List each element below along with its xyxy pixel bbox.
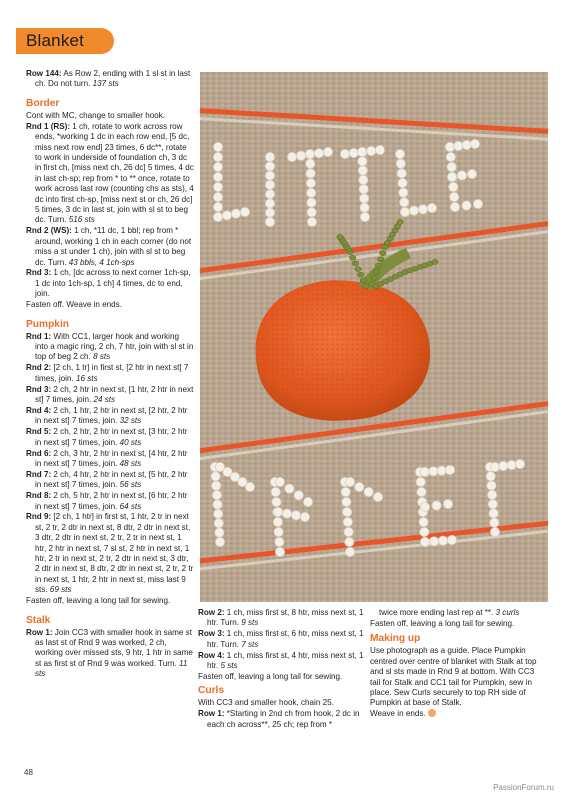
bobble: [375, 145, 384, 154]
end-of-pattern-icon: [428, 709, 436, 717]
pumpkin-round: Rnd 1: With CC1, larger hook and working into a magic ring, 2 ch, 7 htr, join with sl st in top of beg 2 ch. 8 sts: [26, 331, 194, 362]
bobble: [245, 482, 254, 491]
curl-loop: [380, 251, 386, 256]
bobble: [457, 171, 466, 180]
border-intro: Cont with MC, change to smaller hook.: [26, 110, 166, 120]
pumpkin-heading: Pumpkin: [26, 318, 70, 330]
bobble: [358, 157, 367, 166]
pumpkin-round: Rnd 6: 2 ch, 3 htr, 2 htr in next st, [4 htr, 2 htr in next st] 7 times, join. 48 sts: [26, 448, 188, 468]
pumpkin-round: Rnd 2: [2 ch, 1 tr] in first st, [2 htr in next st] 7 times, join. 16 sts: [26, 363, 189, 383]
border-rnd-3: Rnd 3: 1 ch, [dc across to next corner 1ch-sp, 1 dc into 1ch-sp, 1 ch] 4 times, dc to end, join.: [26, 268, 191, 299]
stalk-row: Row 4: 1 ch, miss first st, 4 htr, miss next st, 1 htr. 5 sts: [198, 650, 364, 671]
bobble: [349, 148, 358, 157]
row-144: Row 144: As Row 2, ending with 1 sl st in last ch. Do not turn. 137 sts: [26, 69, 191, 89]
bobble: [300, 512, 309, 521]
bobble: [303, 497, 312, 506]
bobble: [360, 212, 369, 221]
bobble: [212, 481, 221, 490]
bobble: [213, 162, 222, 171]
bobble: [213, 212, 222, 221]
bobble: [419, 517, 428, 526]
bobble: [449, 182, 458, 191]
stalk-rows: [198, 608, 366, 671]
curls-continuation: twice more ending last rep at **. 3 curls: [379, 608, 520, 617]
bobble: [213, 142, 222, 151]
curl-loop: [337, 235, 343, 240]
bobble: [488, 490, 497, 499]
bobble: [398, 178, 407, 187]
bobble: [443, 499, 452, 508]
curl-loop: [352, 261, 358, 266]
pumpkin-round: Rnd 8: 2 ch, 5 htr, 2 htr in next st, [6 htr, 2 htr in next st] 7 times, join. 64 sts: [26, 491, 188, 511]
bobble: [360, 194, 369, 203]
stalk-fasten-off: Fasten off, leaving a long tail for sewing.: [198, 671, 343, 681]
bobble: [222, 211, 231, 220]
bobble: [499, 461, 508, 470]
bobble: [265, 208, 274, 217]
bobble: [265, 152, 274, 161]
bobble: [450, 192, 459, 201]
bobble: [438, 536, 447, 545]
curl-loop: [377, 257, 383, 262]
bobble: [417, 487, 426, 496]
bobble: [213, 172, 222, 181]
section-title-tab: [16, 28, 114, 54]
bobble: [447, 172, 456, 181]
pumpkin-round: Rnd 3: 2 ch, 2 htr in next st, [1 htr, 2 htr in next st] 7 times, join. 24 sts: [26, 384, 194, 404]
pumpkin-round: Rnd 5: 2 ch, 2 htr, 2 htr in next st, [3 htr, 2 htr in next st] 7 times, join. 40 sts: [26, 427, 188, 447]
pumpkin-rounds: [26, 332, 194, 596]
bobble: [345, 477, 354, 486]
bobble: [420, 527, 429, 536]
bobble: [344, 527, 353, 536]
bobble: [323, 147, 332, 156]
bobble: [345, 537, 354, 546]
bobble: [395, 149, 404, 158]
bobble: [467, 169, 476, 178]
bobble: [447, 535, 456, 544]
bobble: [341, 487, 350, 496]
bobble: [214, 519, 223, 528]
curl-loop: [432, 260, 438, 265]
bobble: [271, 487, 280, 496]
stalk-row-1: Row 1: Join CC3 with smaller hook in same st as last st of Rnd 9 was worked, 2 ch, working over missed sts, 9 htr, 1 htr in same st as first st of Rnd 9 was worked. Turn. 11 sts: [26, 627, 193, 679]
bobble: [409, 206, 418, 215]
curls-row-1: Row 1: *Starting in 2nd ch from hook, 2 dc in each ch across**, 25 ch; rep from *: [198, 709, 360, 729]
pumpkin-round: Rnd 7: 2 ch, 4 htr, 2 htr in next st, [5 htr, 2 htr in next st] 7 times, join. 56 sts: [26, 469, 188, 490]
bobble: [420, 502, 429, 511]
bobble: [213, 500, 222, 509]
bobble: [359, 185, 368, 194]
bobble: [373, 492, 382, 501]
bobble: [429, 467, 438, 476]
bobble: [307, 208, 316, 217]
bobble: [274, 527, 283, 536]
bobble: [445, 142, 454, 151]
bobble: [489, 509, 498, 518]
bobble: [367, 146, 376, 155]
border-rnd-2: Rnd 2 (WS): 1 ch, *11 dc, 1 bbl; rep from * around, working 1 ch in each corner (do not miss a st under 1 ch), join with sl st to beg dc. Turn. 43 bbls, 4 1ch-sps: [26, 226, 192, 267]
curl-loop: [371, 275, 377, 280]
watermark: PassionForum.ru: [493, 783, 554, 792]
bobble: [447, 162, 456, 171]
curl-loop: [349, 255, 355, 260]
bobble: [265, 171, 274, 180]
bobble: [507, 460, 516, 469]
bobble: [396, 159, 405, 168]
bobble: [470, 139, 479, 148]
bobble: [427, 203, 436, 212]
bobble: [285, 484, 294, 493]
pumpkin-round: Rnd 9: [2 ch, 1 htr] in first st, 1 htr, 2 tr in next st, 2 tr, 2 dtr in next st, 8 dtr, 2 dtr in next st, 3 dtr, 2 dtr in next st, 2 tr, 2 tr in next st, 1 htr, 2 htr in next st, 7 sl st, 2 htr in next st, 1 htr, 2 tr in next st, 2 tr, 2 dtr in next st, 3 dtr, 2 dtr in next st, 8 dtr, 2 dtr in next st, 2 tr, 2 tr in next st, 1 htr, 2 htr in next st, miss last 9 sts. 69 sts: [26, 512, 194, 595]
bobble: [275, 477, 284, 486]
bobble: [296, 151, 305, 160]
bobble: [364, 487, 373, 496]
bobble: [212, 491, 221, 500]
stalk-row: Row 3: 1 ch, miss first st, 6 htr, miss next st, 1 htr. Turn. 7 sts: [198, 629, 364, 649]
bobble: [343, 507, 352, 516]
bobble: [287, 152, 296, 161]
pumpkin-round: Rnd 4: 2 ch, 1 htr, 2 htr in next st, [2 htr, 2 htr in next st] 7 times, join. 32 sts: [26, 405, 188, 426]
bobble: [515, 459, 524, 468]
bobble: [399, 188, 408, 197]
bobble: [397, 169, 406, 178]
bobble: [345, 547, 354, 556]
bobble: [305, 149, 314, 158]
bobble: [358, 166, 367, 175]
bobble: [306, 179, 315, 188]
bobble: [240, 207, 249, 216]
bobble: [306, 159, 315, 168]
curl-loop: [360, 278, 366, 283]
bobble: [265, 217, 274, 226]
curl-loop: [355, 267, 361, 272]
bobble: [214, 509, 223, 518]
bobble: [307, 188, 316, 197]
bobble: [272, 497, 281, 506]
border-heading: Border: [26, 97, 60, 109]
bobble: [307, 217, 316, 226]
bobble: [273, 517, 282, 526]
bobble: [360, 203, 369, 212]
bobble: [488, 500, 497, 509]
bobble: [265, 199, 274, 208]
bobble: [213, 182, 222, 191]
bobble: [282, 509, 291, 518]
bobble: [291, 511, 300, 520]
bobble: [486, 472, 495, 481]
bobble: [454, 141, 463, 150]
bobble: [400, 198, 409, 207]
curls-fasten-off: Fasten off, leaving a long tail for sewing.: [370, 618, 515, 628]
bobble: [215, 528, 224, 537]
curl-loop: [397, 220, 403, 225]
bobble: [231, 209, 240, 218]
bobble: [429, 537, 438, 546]
blanket-photo: [200, 72, 548, 602]
curl-loop: [357, 272, 363, 277]
making-up-end: Weave in ends.: [370, 709, 538, 719]
bobble: [490, 527, 499, 536]
bobble: [400, 207, 409, 216]
bobble: [487, 481, 496, 490]
bobble: [420, 537, 429, 546]
border-fasten-off: Fasten off. Weave in ends.: [26, 300, 122, 310]
bobble: [416, 477, 425, 486]
bobble: [215, 537, 224, 546]
bobble: [418, 205, 427, 214]
bobble: [462, 140, 471, 149]
bobble: [213, 202, 222, 211]
pumpkin-fasten-off: Fasten off, leaving a long tail for sewing.: [26, 596, 171, 606]
bobble: [342, 497, 351, 506]
bobble: [306, 169, 315, 178]
curl-loop: [375, 263, 381, 268]
bobble: [265, 180, 274, 189]
page-number: 48: [24, 768, 33, 777]
bobble: [490, 462, 499, 471]
bobble: [420, 467, 429, 476]
bobble: [437, 466, 446, 475]
bobble: [450, 202, 459, 211]
curl-loop: [373, 269, 379, 274]
border-rnd-1: Rnd 1 (RS): 1 ch, rotate to work across row ends, *working 1 dc in each row end, [5 dc, miss next row end] 23 times, 6 dc**, rotate to work in underside of foundation ch, 3 dc in first ch, [miss next ch, 26 dc] 5 times, 4 dc in last ch-sp; rep from * to ** once, rotate to work across last row (counting chs as sts), 4 dc into first ch-sp, [miss next st or ch, 26 dc] 5 times, 3 dc in last st, join with sl st to beg dc. Turn. 516 sts: [26, 121, 194, 225]
bobble: [265, 190, 274, 199]
bobble: [273, 507, 282, 516]
making-up-heading: Making up: [370, 633, 421, 645]
bobble: [213, 192, 222, 201]
middle-column: [198, 608, 366, 731]
bobble: [294, 491, 303, 500]
making-up-text: Use photograph as a guide. Place Pumpkin centred over centre of blanket with Stalk at top and sl sts made in Rnd 9 at bottom. With CC3 tail for Stalk and CC1 tail for Pumpkin, sew in place. Sew Curls securely to top RH side of Pumpkin at base of Stalk.: [370, 646, 537, 708]
bobble: [265, 162, 274, 171]
bobble: [211, 472, 220, 481]
curls-intro: With CC3 and smaller hook, chain 25.: [198, 698, 334, 708]
bobble: [432, 501, 441, 510]
bobble: [355, 482, 364, 491]
right-column: [370, 608, 538, 720]
bobble: [490, 518, 499, 527]
bobble: [213, 152, 222, 161]
bobble: [473, 199, 482, 208]
bobble: [343, 517, 352, 526]
left-column: [26, 69, 194, 680]
stalk-row: Row 2: 1 ch, miss first st, 8 htr, miss next st, 1 htr. Turn. 9 sts: [198, 608, 364, 628]
stalk-heading: Stalk: [26, 614, 51, 626]
section-title: Blanket: [26, 31, 85, 50]
bobble: [275, 537, 284, 546]
bobble: [340, 149, 349, 158]
bobble: [275, 547, 284, 556]
bobble: [357, 147, 366, 156]
curls-heading: Curls: [198, 685, 225, 697]
bobble: [314, 149, 323, 158]
bobble: [307, 198, 316, 207]
bobble: [446, 152, 455, 161]
bobble: [359, 175, 368, 184]
curl-loop: [363, 284, 369, 289]
bobble: [445, 465, 454, 474]
bobble: [462, 201, 471, 210]
